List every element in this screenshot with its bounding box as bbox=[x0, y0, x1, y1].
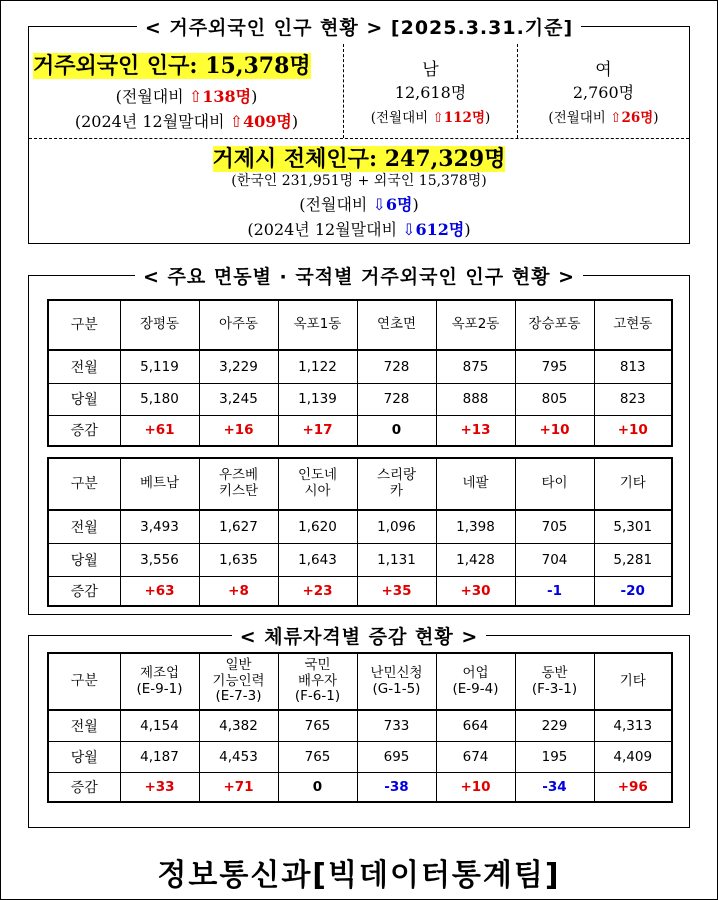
table-cell: +17 bbox=[278, 415, 357, 446]
table-cell: 5,119 bbox=[120, 350, 199, 383]
column-header: 타이 bbox=[515, 458, 594, 510]
table-cell: 3,229 bbox=[199, 350, 278, 383]
table-cell: 4,313 bbox=[594, 710, 672, 741]
table-cell: 3,245 bbox=[199, 383, 278, 415]
row-label: 증감 bbox=[48, 772, 120, 802]
male-mom-change: (전월대비 ⇧112명) bbox=[370, 110, 491, 126]
table-cell: +96 bbox=[594, 772, 672, 802]
table-cell: 1,643 bbox=[278, 543, 357, 576]
table-row bbox=[48, 350, 672, 383]
table-cell: 805 bbox=[515, 383, 594, 415]
foreign-dec-change: (2024년 12월말대비 ⇧409명) bbox=[74, 112, 299, 131]
table-cell: 5,180 bbox=[120, 383, 199, 415]
table-cell: 664 bbox=[436, 710, 515, 741]
total-dec-change: (2024년 12월말대비 ⇩612명) bbox=[247, 220, 471, 239]
table-cell: 1,398 bbox=[436, 510, 515, 543]
nationality-table bbox=[47, 457, 673, 607]
column-header: 국민 배우자 (F-6-1) bbox=[278, 653, 357, 710]
column-header: 베트남 bbox=[120, 458, 199, 510]
female-label: 여 bbox=[595, 60, 612, 80]
table-cell: +35 bbox=[357, 576, 436, 606]
column-header: 네팔 bbox=[436, 458, 515, 510]
female-value: 2,760명 bbox=[572, 83, 635, 102]
table-cell: 4,187 bbox=[120, 741, 199, 772]
row-label: 전월 bbox=[48, 350, 120, 383]
table-cell: 3,493 bbox=[120, 510, 199, 543]
column-header: 어업 (E-9-4) bbox=[436, 653, 515, 710]
table-cell: +8 bbox=[199, 576, 278, 606]
table-cell: 3,556 bbox=[120, 543, 199, 576]
table-cell: 728 bbox=[357, 383, 436, 415]
table-cell: 4,453 bbox=[199, 741, 278, 772]
table-row bbox=[48, 383, 672, 415]
table-cell: 695 bbox=[357, 741, 436, 772]
column-header: 옥포2동 bbox=[436, 300, 515, 350]
table-cell: 1,428 bbox=[436, 543, 515, 576]
column-header: 고현동 bbox=[594, 300, 672, 350]
table-cell: 1,620 bbox=[278, 510, 357, 543]
table-cell: 1,635 bbox=[199, 543, 278, 576]
table-cell: 1,122 bbox=[278, 350, 357, 383]
total-breakdown: (한국인 231,951명 + 외국인 15,378명) bbox=[231, 173, 487, 189]
column-header: 연초면 bbox=[357, 300, 436, 350]
table-cell: 1,627 bbox=[199, 510, 278, 543]
table-cell: 5,281 bbox=[594, 543, 672, 576]
column-header: 인도네 시아 bbox=[278, 458, 357, 510]
row-label: 당월 bbox=[48, 383, 120, 415]
table-cell: +63 bbox=[120, 576, 199, 606]
table-cell: 1,139 bbox=[278, 383, 357, 415]
visa-section-title: < 체류자격별 증감 현황 > bbox=[0, 622, 718, 649]
table-cell: 888 bbox=[436, 383, 515, 415]
table-cell: 728 bbox=[357, 350, 436, 383]
column-header: 구분 bbox=[48, 653, 120, 710]
table-cell: 823 bbox=[594, 383, 672, 415]
male-value: 12,618명 bbox=[394, 83, 467, 102]
table-cell: +10 bbox=[436, 772, 515, 802]
table-header-row bbox=[48, 300, 672, 350]
total-mom-change: (전월대비 ⇩6명) bbox=[299, 195, 419, 214]
visa-table bbox=[47, 652, 673, 803]
table-cell: 4,409 bbox=[594, 741, 672, 772]
table-cell: 4,154 bbox=[120, 710, 199, 741]
table-cell: 765 bbox=[278, 710, 357, 741]
foreign-population-label: 거주외국인 인구: 15,378명 bbox=[33, 53, 311, 79]
row-label: 증감 bbox=[48, 415, 120, 446]
row-label: 당월 bbox=[48, 741, 120, 772]
column-header: 일반 기능인력 (E-7-3) bbox=[199, 653, 278, 710]
table-cell: 765 bbox=[278, 741, 357, 772]
district-section-title: < 주요 면동별 · 국적별 거주외국인 인구 현황 > bbox=[0, 262, 718, 289]
column-header: 장승포동 bbox=[515, 300, 594, 350]
column-header: 우즈베 키스탄 bbox=[199, 458, 278, 510]
table-cell: +33 bbox=[120, 772, 199, 802]
increase-value: ⇧138명 bbox=[188, 87, 252, 106]
column-header: 장평동 bbox=[120, 300, 199, 350]
column-header: 구분 bbox=[48, 458, 120, 510]
table-cell: 1,096 bbox=[357, 510, 436, 543]
table-cell: +30 bbox=[436, 576, 515, 606]
column-header: 동반 (F-3-1) bbox=[515, 653, 594, 710]
row-label: 증감 bbox=[48, 576, 120, 606]
total-population-label: 거제시 전체인구: 247,329명 bbox=[212, 146, 506, 172]
table-cell: 4,382 bbox=[199, 710, 278, 741]
table-cell: -1 bbox=[515, 576, 594, 606]
table-header-row bbox=[48, 653, 672, 710]
table-cell: 0 bbox=[278, 772, 357, 802]
male-label: 남 bbox=[422, 60, 439, 80]
table-cell: 674 bbox=[436, 741, 515, 772]
table-row bbox=[48, 576, 672, 606]
row-label: 전월 bbox=[48, 510, 120, 543]
row-label: 전월 bbox=[48, 710, 120, 741]
table-cell: 875 bbox=[436, 350, 515, 383]
column-header: 제조업 (E-9-1) bbox=[120, 653, 199, 710]
female-mom-change: (전월대비 ⇧26명) bbox=[548, 110, 659, 126]
table-cell: 705 bbox=[515, 510, 594, 543]
column-header: 구분 bbox=[48, 300, 120, 350]
footer-department: 정보통신과[빅데이터통계팀] bbox=[157, 858, 561, 893]
table-cell: 229 bbox=[515, 710, 594, 741]
table-row bbox=[48, 510, 672, 543]
table-row bbox=[48, 710, 672, 741]
table-cell: 5,301 bbox=[594, 510, 672, 543]
table-cell: +61 bbox=[120, 415, 199, 446]
table-cell: 795 bbox=[515, 350, 594, 383]
table-cell: +13 bbox=[436, 415, 515, 446]
column-header: 난민신청 (G-1-5) bbox=[357, 653, 436, 710]
column-header: 기타 bbox=[594, 458, 672, 510]
column-header: 기타 bbox=[594, 653, 672, 710]
table-header-row bbox=[48, 458, 672, 510]
table-cell: +16 bbox=[199, 415, 278, 446]
table-cell: -38 bbox=[357, 772, 436, 802]
district-table bbox=[47, 299, 673, 447]
table-cell: +10 bbox=[515, 415, 594, 446]
table-cell: 195 bbox=[515, 741, 594, 772]
foreign-mom-change: (전월대비 ⇧138명) bbox=[115, 87, 258, 106]
table-cell: 813 bbox=[594, 350, 672, 383]
column-header: 아주동 bbox=[199, 300, 278, 350]
table-cell: 704 bbox=[515, 543, 594, 576]
table-row bbox=[48, 543, 672, 576]
table-row bbox=[48, 772, 672, 802]
table-cell: -34 bbox=[515, 772, 594, 802]
table-cell: 733 bbox=[357, 710, 436, 741]
table-cell: +10 bbox=[594, 415, 672, 446]
summary-divider-h bbox=[29, 138, 689, 139]
table-cell: 0 bbox=[357, 415, 436, 446]
table-cell: +71 bbox=[199, 772, 278, 802]
increase-value: ⇧409명 bbox=[229, 112, 292, 131]
row-label: 당월 bbox=[48, 543, 120, 576]
table-cell: -20 bbox=[594, 576, 672, 606]
table-cell: +23 bbox=[278, 576, 357, 606]
table-row bbox=[48, 415, 672, 446]
table-row bbox=[48, 741, 672, 772]
column-header: 옥포1동 bbox=[278, 300, 357, 350]
column-header: 스리랑 카 bbox=[357, 458, 436, 510]
table-cell: 1,131 bbox=[357, 543, 436, 576]
summary-title: < 거주외국인 인구 현황 > [2025.3.31.기준] bbox=[0, 13, 718, 40]
